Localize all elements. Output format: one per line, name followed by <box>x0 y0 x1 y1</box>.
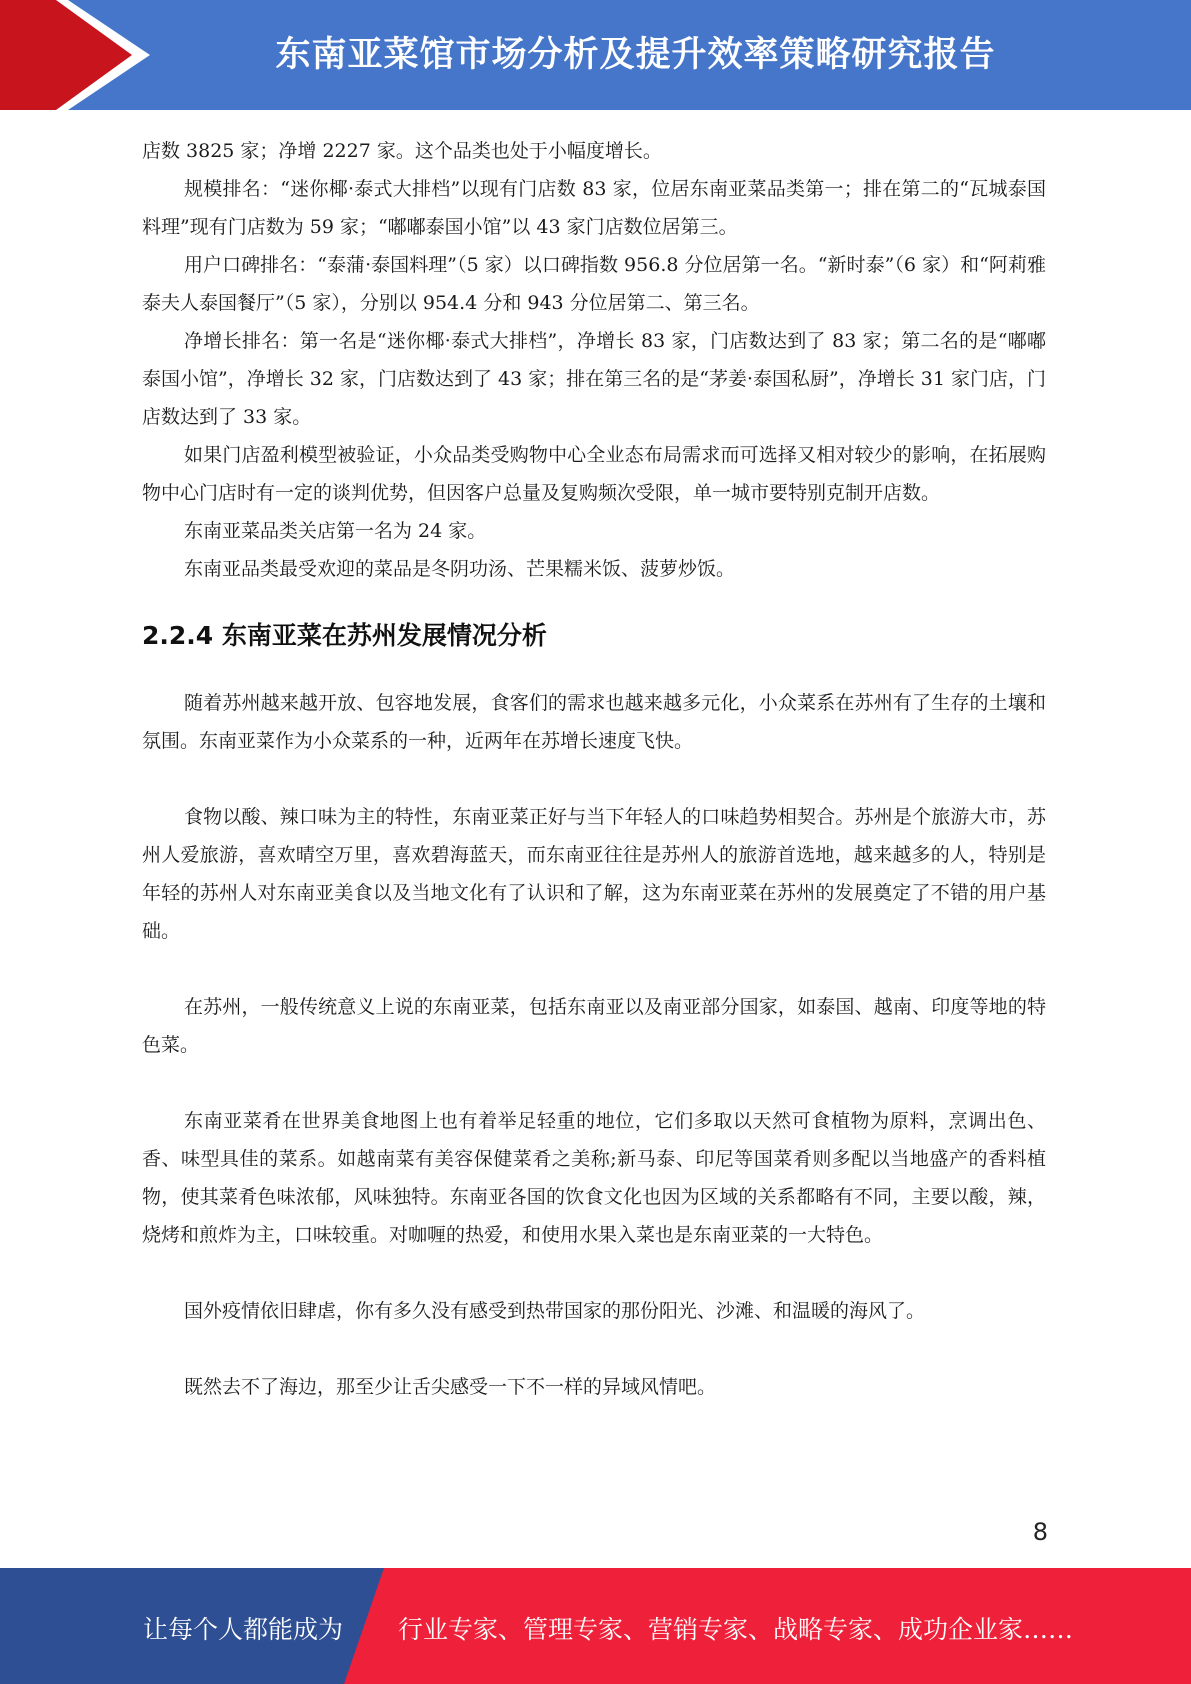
paragraph: 东南亚品类最受欢迎的菜品是冬阴功汤、芒果糯米饭、菠萝炒饭。 <box>184 558 736 580</box>
paragraph-spacer <box>142 1064 1046 1102</box>
paragraph: 国外疫情依旧肆虐，你有多久没有感受到热带国家的那份阳光、沙滩、和温暖的海风了。 <box>184 1300 926 1322</box>
paragraph-spacer <box>142 1330 1046 1368</box>
paragraph: 规模排名：“迷你椰·泰式大排档”以现有门店数 83 家，位居东南亚菜品类第一；排在第二的“瓦城泰国料理”现有门店数为 59 家；“嘟嘟泰国小馆”以 43 家门店数位居第三。 <box>142 178 1046 238</box>
document-body <box>142 132 1046 1406</box>
paragraph: 既然去不了海边，那至少让舌尖感受一下不一样的异域风情吧。 <box>184 1376 717 1398</box>
paragraph: 东南亚菜品类关店第一名为 24 家。 <box>184 520 487 542</box>
paragraph: 用户口碑排名：“泰蒲·泰国料理”（5 家）以口碑指数 956.8 分位居第一名。“新时泰”（6 家）和“阿莉雅泰夫人泰国餐厅”（5 家），分别以 954.4 分和 943 分位居第二、第三名。 <box>142 254 1046 314</box>
paragraph: 随着苏州越来越开放、包容地发展，食客们的需求也越来越多元化，小众菜系在苏州有了生存的土壤和氛围。东南亚菜作为小众菜系的一种，近两年在苏增长速度飞快。 <box>142 692 1046 752</box>
paragraph-spacer <box>142 760 1046 798</box>
header-chevron-icon <box>0 0 150 110</box>
paragraph: 店数 3825 家；净增 2227 家。这个品类也处于小幅度增长。 <box>142 140 662 162</box>
page-header <box>0 0 1191 110</box>
page-footer <box>0 1568 1191 1684</box>
footer-slogan-right: 行业专家、管理专家、营销专家、战略专家、成功企业家…… <box>398 1615 1074 1644</box>
paragraph: 在苏州，一般传统意义上说的东南亚菜，包括东南亚以及南亚部分国家，如泰国、越南、印度等地的特色菜。 <box>142 996 1046 1056</box>
paragraph: 食物以酸、辣口味为主的特性，东南亚菜正好与当下年轻人的口味趋势相契合。苏州是个旅游大市，苏州人爱旅游，喜欢晴空万里，喜欢碧海蓝天，而东南亚往往是苏州人的旅游首选地，越来越多的人，特别是年轻的苏州人对东南亚美食以及当地文化有了认识和了解，这为东南亚菜在苏州的发展奠定了不错的用户基础。 <box>142 806 1046 942</box>
paragraph: 净增长排名：第一名是“迷你椰·泰式大排档”，净增长 83 家，门店数达到了 83 家；第二名的是“嘟嘟泰国小馆”，净增长 32 家，门店数达到了 43 家；排在第三名的是“茅姜·泰国私厨”，净增长 31 家门店，门店数达到了 33 家。 <box>142 330 1046 428</box>
paragraph: 东南亚菜肴在世界美食地图上也有着举足轻重的地位，它们多取以天然可食植物为原料，烹调出色、香、味型具佳的菜系。如越南菜有美容保健菜肴之美称;新马泰、印尼等国菜肴则多配以当地盛产的香料植物，使其菜肴色味浓郁，风味独特。东南亚各国的饮食文化也因为区域的关系都略有不同，主要以酸，辣，烧烤和煎炸为主，口味较重。对咖喱的热爱，和使用水果入菜也是东南亚菜的一大特色。 <box>142 1110 1046 1246</box>
section-heading: 2.2.4 东南亚菜在苏州发展情况分析 <box>142 621 547 650</box>
paragraph-spacer <box>142 950 1046 988</box>
page-number: 8 <box>1032 1518 1048 1546</box>
report-title: 东南亚菜馆市场分析及提升效率策略研究报告 <box>275 35 996 75</box>
paragraph: 如果门店盈利模型被验证，小众品类受购物中心全业态布局需求而可选择又相对较少的影响，在拓展购物中心门店时有一定的谈判优势，但因客户总量及复购频次受限，单一城市要特别克制开店数。 <box>142 444 1046 504</box>
paragraph-spacer <box>142 1254 1046 1292</box>
footer-slogan-left: 让每个人都能成为 <box>143 1615 344 1644</box>
